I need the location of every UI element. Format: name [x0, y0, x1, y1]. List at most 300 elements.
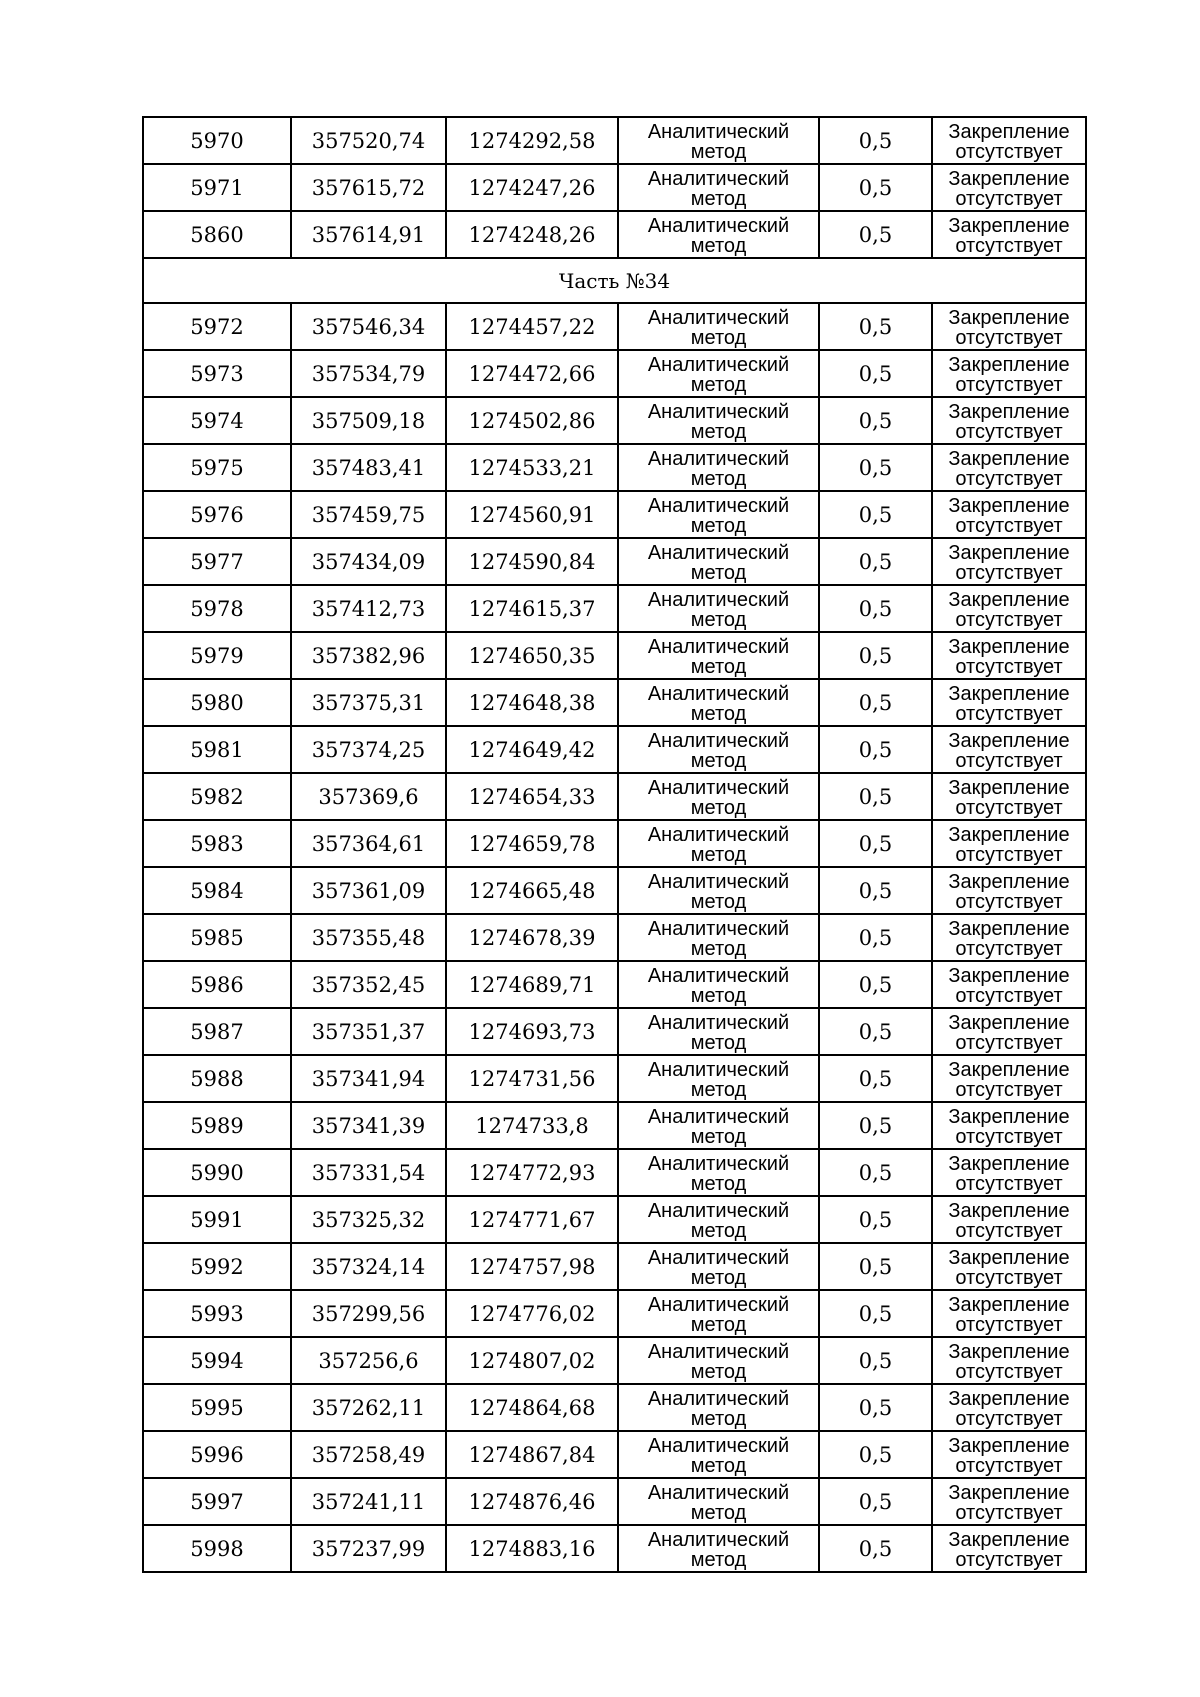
method-cell: [618, 538, 819, 585]
y-coordinate-cell: 1274615,37: [446, 585, 618, 632]
fixing-cell-line: отсутствует: [955, 984, 1063, 1007]
method-cell-line: метод: [690, 561, 747, 584]
fixing-cell-line: отсутствует: [955, 608, 1063, 631]
fixing-cell-line: отсутствует: [955, 1454, 1063, 1477]
y-coordinate-cell: 1274650,35: [446, 632, 618, 679]
method-cell-line: метод: [690, 749, 747, 772]
point-number-cell: 5981: [143, 726, 291, 773]
x-coordinate-cell: 357615,72: [291, 164, 446, 211]
table-row: [143, 1290, 1086, 1337]
fixing-cell-line: отсутствует: [955, 1313, 1063, 1336]
coordinates-table-body: [143, 117, 1086, 1572]
accuracy-cell: 0,5: [819, 726, 932, 773]
method-cell-line: Аналитический: [647, 1152, 790, 1175]
fixing-cell: [932, 961, 1086, 1008]
fixing-cell: [932, 820, 1086, 867]
method-cell-line: метод: [690, 420, 747, 443]
point-number-cell: 5995: [143, 1384, 291, 1431]
method-cell: [618, 961, 819, 1008]
y-coordinate-cell: 1274864,68: [446, 1384, 618, 1431]
method-cell: [618, 117, 819, 164]
accuracy-cell: 0,5: [819, 1243, 932, 1290]
method-cell: [618, 350, 819, 397]
x-coordinate-cell: 357412,73: [291, 585, 446, 632]
y-coordinate-cell: 1274649,42: [446, 726, 618, 773]
fixing-cell-line: Закрепление: [948, 1105, 1070, 1128]
table-row: [143, 679, 1086, 726]
point-number-cell: 5974: [143, 397, 291, 444]
fixing-cell-line: отсутствует: [955, 1125, 1063, 1148]
table-row: [143, 726, 1086, 773]
fixing-cell-line: Закрепление: [948, 306, 1070, 329]
x-coordinate-cell: 357331,54: [291, 1149, 446, 1196]
fixing-cell-line: отсутствует: [955, 1078, 1063, 1101]
x-coordinate-cell: 357325,32: [291, 1196, 446, 1243]
fixing-cell-line: Закрепление: [948, 1434, 1070, 1457]
method-cell-line: метод: [690, 140, 747, 163]
fixing-cell-line: отсутствует: [955, 1266, 1063, 1289]
y-coordinate-cell: 1274560,91: [446, 491, 618, 538]
table-row: [143, 773, 1086, 820]
fixing-cell-line: отсутствует: [955, 937, 1063, 960]
method-cell-line: метод: [690, 1172, 747, 1195]
x-coordinate-cell: 357361,09: [291, 867, 446, 914]
fixing-cell-line: отсутствует: [955, 514, 1063, 537]
fixing-cell-line: отсутствует: [955, 843, 1063, 866]
x-coordinate-cell: 357382,96: [291, 632, 446, 679]
fixing-cell: [932, 1055, 1086, 1102]
method-cell-line: метод: [690, 1454, 747, 1477]
table-row: [143, 303, 1086, 350]
method-cell-line: Аналитический: [647, 1058, 790, 1081]
method-cell-line: метод: [690, 1219, 747, 1242]
fixing-cell-line: Закрепление: [948, 1340, 1070, 1363]
x-coordinate-cell: 357237,99: [291, 1525, 446, 1572]
table-row: [143, 632, 1086, 679]
method-cell: [618, 1337, 819, 1384]
fixing-cell-line: отсутствует: [955, 1501, 1063, 1524]
accuracy-cell: 0,5: [819, 211, 932, 258]
x-coordinate-cell: 357509,18: [291, 397, 446, 444]
method-cell-line: метод: [690, 187, 747, 210]
accuracy-cell: 0,5: [819, 397, 932, 444]
fixing-cell-line: Закрепление: [948, 1293, 1070, 1316]
fixing-cell-line: Закрепление: [948, 729, 1070, 752]
fixing-cell-line: Закрепление: [948, 917, 1070, 940]
point-number-cell: 5986: [143, 961, 291, 1008]
method-cell-line: Аналитический: [647, 541, 790, 564]
x-coordinate-cell: 357241,11: [291, 1478, 446, 1525]
x-coordinate-cell: 357324,14: [291, 1243, 446, 1290]
method-cell-line: метод: [690, 1125, 747, 1148]
method-cell-line: Аналитический: [647, 870, 790, 893]
table-row: [143, 1384, 1086, 1431]
method-cell-line: метод: [690, 1407, 747, 1430]
point-number-cell: 5994: [143, 1337, 291, 1384]
y-coordinate-cell: 1274659,78: [446, 820, 618, 867]
fixing-cell: [932, 585, 1086, 632]
method-cell-line: метод: [690, 1313, 747, 1336]
method-cell-line: Аналитический: [647, 494, 790, 517]
table-row: [143, 914, 1086, 961]
fixing-cell: [932, 1431, 1086, 1478]
method-cell-line: Аналитический: [647, 400, 790, 423]
y-coordinate-cell: 1274533,21: [446, 444, 618, 491]
accuracy-cell: 0,5: [819, 1478, 932, 1525]
accuracy-cell: 0,5: [819, 773, 932, 820]
y-coordinate-cell: 1274876,46: [446, 1478, 618, 1525]
fixing-cell: [932, 444, 1086, 491]
method-cell-line: Аналитический: [647, 1340, 790, 1363]
fixing-cell-line: отсутствует: [955, 1407, 1063, 1430]
y-coordinate-cell: 1274693,73: [446, 1008, 618, 1055]
point-number-cell: 5983: [143, 820, 291, 867]
point-number-cell: 5987: [143, 1008, 291, 1055]
fixing-cell-line: отсутствует: [955, 655, 1063, 678]
method-cell-line: Аналитический: [647, 1199, 790, 1222]
point-number-cell: 5982: [143, 773, 291, 820]
method-cell-line: метод: [690, 373, 747, 396]
table-row: [143, 820, 1086, 867]
y-coordinate-cell: 1274648,38: [446, 679, 618, 726]
point-number-cell: 5973: [143, 350, 291, 397]
table-row: [143, 867, 1086, 914]
method-cell-line: Аналитический: [647, 588, 790, 611]
method-cell-line: Аналитический: [647, 635, 790, 658]
method-cell: [618, 1149, 819, 1196]
method-cell: [618, 211, 819, 258]
method-cell: [618, 914, 819, 961]
fixing-cell: [932, 1525, 1086, 1572]
table-row: [143, 491, 1086, 538]
method-cell-line: метод: [690, 984, 747, 1007]
method-cell: [618, 1525, 819, 1572]
accuracy-cell: 0,5: [819, 538, 932, 585]
method-cell-line: Аналитический: [647, 1105, 790, 1128]
table-row: [143, 1055, 1086, 1102]
fixing-cell-line: отсутствует: [955, 749, 1063, 772]
table-row: [143, 164, 1086, 211]
point-number-cell: 5978: [143, 585, 291, 632]
method-cell-line: Аналитический: [647, 682, 790, 705]
fixing-cell: [932, 1149, 1086, 1196]
point-number-cell: 5979: [143, 632, 291, 679]
table-row: [143, 1431, 1086, 1478]
fixing-cell-line: отсутствует: [955, 420, 1063, 443]
fixing-cell-line: Закрепление: [948, 541, 1070, 564]
y-coordinate-cell: 1274502,86: [446, 397, 618, 444]
x-coordinate-cell: 357355,48: [291, 914, 446, 961]
fixing-cell: [932, 773, 1086, 820]
fixing-cell-line: отсутствует: [955, 467, 1063, 490]
table-row: [143, 211, 1086, 258]
fixing-cell-line: отсутствует: [955, 890, 1063, 913]
fixing-cell: [932, 867, 1086, 914]
fixing-cell: [932, 117, 1086, 164]
accuracy-cell: 0,5: [819, 679, 932, 726]
fixing-cell-line: Закрепление: [948, 494, 1070, 517]
y-coordinate-cell: 1274771,67: [446, 1196, 618, 1243]
method-cell: [618, 820, 819, 867]
fixing-cell: [932, 303, 1086, 350]
fixing-cell-line: Закрепление: [948, 1011, 1070, 1034]
table-row: [143, 397, 1086, 444]
accuracy-cell: 0,5: [819, 1337, 932, 1384]
fixing-cell-line: отсутствует: [955, 1031, 1063, 1054]
fixing-cell: [932, 491, 1086, 538]
x-coordinate-cell: 357352,45: [291, 961, 446, 1008]
method-cell-line: Аналитический: [647, 1387, 790, 1410]
y-coordinate-cell: 1274807,02: [446, 1337, 618, 1384]
x-coordinate-cell: 357546,34: [291, 303, 446, 350]
method-cell-line: метод: [690, 843, 747, 866]
accuracy-cell: 0,5: [819, 350, 932, 397]
method-cell-line: Аналитический: [647, 1011, 790, 1034]
method-cell: [618, 1102, 819, 1149]
method-cell-line: метод: [690, 1360, 747, 1383]
method-cell: [618, 491, 819, 538]
x-coordinate-cell: 357341,39: [291, 1102, 446, 1149]
accuracy-cell: 0,5: [819, 1384, 932, 1431]
fixing-cell-line: отсутствует: [955, 561, 1063, 584]
fixing-cell-line: отсутствует: [955, 1548, 1063, 1571]
fixing-cell: [932, 350, 1086, 397]
fixing-cell: [932, 1102, 1086, 1149]
x-coordinate-cell: 357262,11: [291, 1384, 446, 1431]
point-number-cell: 5988: [143, 1055, 291, 1102]
point-number-cell: 5980: [143, 679, 291, 726]
table-row: [143, 1149, 1086, 1196]
fixing-cell-line: Закрепление: [948, 1199, 1070, 1222]
fixing-cell: [932, 1243, 1086, 1290]
method-cell: [618, 632, 819, 679]
fixing-cell-line: отсутствует: [955, 187, 1063, 210]
fixing-cell-line: Закрепление: [948, 964, 1070, 987]
x-coordinate-cell: 357256,6: [291, 1337, 446, 1384]
fixing-cell-line: Закрепление: [948, 682, 1070, 705]
fixing-cell-line: Закрепление: [948, 400, 1070, 423]
y-coordinate-cell: 1274292,58: [446, 117, 618, 164]
y-coordinate-cell: 1274248,26: [446, 211, 618, 258]
accuracy-cell: 0,5: [819, 961, 932, 1008]
coordinates-table: [142, 116, 1087, 1573]
x-coordinate-cell: 357364,61: [291, 820, 446, 867]
accuracy-cell: 0,5: [819, 914, 932, 961]
method-cell-line: Аналитический: [647, 917, 790, 940]
y-coordinate-cell: 1274457,22: [446, 303, 618, 350]
method-cell: [618, 397, 819, 444]
method-cell-line: метод: [690, 1078, 747, 1101]
method-cell-line: Аналитический: [647, 120, 790, 143]
fixing-cell-line: Закрепление: [948, 1481, 1070, 1504]
method-cell-line: метод: [690, 1501, 747, 1524]
y-coordinate-cell: 1274883,16: [446, 1525, 618, 1572]
table-row: [143, 961, 1086, 1008]
accuracy-cell: 0,5: [819, 303, 932, 350]
fixing-cell: [932, 679, 1086, 726]
accuracy-cell: 0,5: [819, 1102, 932, 1149]
y-coordinate-cell: 1274776,02: [446, 1290, 618, 1337]
fixing-cell: [932, 1290, 1086, 1337]
fixing-cell: [932, 1337, 1086, 1384]
method-cell-line: Аналитический: [647, 167, 790, 190]
point-number-cell: 5971: [143, 164, 291, 211]
fixing-cell-line: отсутствует: [955, 1219, 1063, 1242]
method-cell: [618, 1431, 819, 1478]
fixing-cell-line: отсутствует: [955, 234, 1063, 257]
point-number-cell: 5993: [143, 1290, 291, 1337]
fixing-cell-line: Закрепление: [948, 167, 1070, 190]
x-coordinate-cell: 357520,74: [291, 117, 446, 164]
method-cell-line: Аналитический: [647, 823, 790, 846]
point-number-cell: 5975: [143, 444, 291, 491]
method-cell-line: Аналитический: [647, 1293, 790, 1316]
method-cell: [618, 679, 819, 726]
y-coordinate-cell: 1274665,48: [446, 867, 618, 914]
point-number-cell: 5997: [143, 1478, 291, 1525]
fixing-cell-line: Закрепление: [948, 120, 1070, 143]
fixing-cell: [932, 1008, 1086, 1055]
method-cell-line: Аналитический: [647, 306, 790, 329]
method-cell: [618, 303, 819, 350]
table-row: [143, 117, 1086, 164]
point-number-cell: 5991: [143, 1196, 291, 1243]
method-cell-line: метод: [690, 326, 747, 349]
accuracy-cell: 0,5: [819, 444, 932, 491]
accuracy-cell: 0,5: [819, 1008, 932, 1055]
method-cell-line: Аналитический: [647, 776, 790, 799]
method-cell-line: метод: [690, 655, 747, 678]
x-coordinate-cell: 357434,09: [291, 538, 446, 585]
table-row: [143, 585, 1086, 632]
y-coordinate-cell: 1274731,56: [446, 1055, 618, 1102]
method-cell-line: Аналитический: [647, 214, 790, 237]
method-cell-line: метод: [690, 1266, 747, 1289]
method-cell-line: Аналитический: [647, 964, 790, 987]
point-number-cell: 5998: [143, 1525, 291, 1572]
fixing-cell-line: Закрепление: [948, 588, 1070, 611]
fixing-cell-line: отсутствует: [955, 1360, 1063, 1383]
y-coordinate-cell: 1274733,8: [446, 1102, 618, 1149]
fixing-cell-line: отсутствует: [955, 1172, 1063, 1195]
y-coordinate-cell: 1274247,26: [446, 164, 618, 211]
method-cell-line: метод: [690, 467, 747, 490]
fixing-cell: [932, 397, 1086, 444]
method-cell-line: Аналитический: [647, 1481, 790, 1504]
point-number-cell: 5996: [143, 1431, 291, 1478]
fixing-cell-line: отсутствует: [955, 326, 1063, 349]
table-row: [143, 538, 1086, 585]
point-number-cell: 5992: [143, 1243, 291, 1290]
accuracy-cell: 0,5: [819, 1055, 932, 1102]
method-cell: [618, 726, 819, 773]
fixing-cell: [932, 211, 1086, 258]
accuracy-cell: 0,5: [819, 585, 932, 632]
method-cell: [618, 444, 819, 491]
fixing-cell-line: Закрепление: [948, 635, 1070, 658]
y-coordinate-cell: 1274472,66: [446, 350, 618, 397]
table-row: [143, 444, 1086, 491]
method-cell-line: метод: [690, 702, 747, 725]
fixing-cell-line: отсутствует: [955, 796, 1063, 819]
method-cell-line: метод: [690, 796, 747, 819]
fixing-cell-line: Закрепление: [948, 214, 1070, 237]
method-cell-line: метод: [690, 608, 747, 631]
fixing-cell: [932, 538, 1086, 585]
fixing-cell-line: Закрепление: [948, 776, 1070, 799]
section-title: Часть №34: [143, 258, 1086, 303]
accuracy-cell: 0,5: [819, 1290, 932, 1337]
table-row: [143, 1478, 1086, 1525]
fixing-cell-line: отсутствует: [955, 702, 1063, 725]
fixing-cell: [932, 632, 1086, 679]
fixing-cell: [932, 1196, 1086, 1243]
method-cell: [618, 1055, 819, 1102]
method-cell-line: метод: [690, 937, 747, 960]
point-number-cell: 5984: [143, 867, 291, 914]
fixing-cell-line: Закрепление: [948, 1387, 1070, 1410]
table-row: [143, 1196, 1086, 1243]
x-coordinate-cell: 357483,41: [291, 444, 446, 491]
x-coordinate-cell: 357299,56: [291, 1290, 446, 1337]
x-coordinate-cell: 357351,37: [291, 1008, 446, 1055]
accuracy-cell: 0,5: [819, 632, 932, 679]
method-cell: [618, 867, 819, 914]
y-coordinate-cell: 1274590,84: [446, 538, 618, 585]
method-cell-line: Аналитический: [647, 1434, 790, 1457]
method-cell: [618, 773, 819, 820]
method-cell: [618, 1478, 819, 1525]
accuracy-cell: 0,5: [819, 1525, 932, 1572]
fixing-cell-line: Закрепление: [948, 353, 1070, 376]
x-coordinate-cell: 357369,6: [291, 773, 446, 820]
method-cell-line: Аналитический: [647, 1528, 790, 1551]
method-cell-line: метод: [690, 1548, 747, 1571]
fixing-cell-line: отсутствует: [955, 373, 1063, 396]
table-row: [143, 1525, 1086, 1572]
x-coordinate-cell: 357258,49: [291, 1431, 446, 1478]
point-number-cell: 5976: [143, 491, 291, 538]
method-cell: [618, 1290, 819, 1337]
x-coordinate-cell: 357459,75: [291, 491, 446, 538]
point-number-cell: 5985: [143, 914, 291, 961]
fixing-cell-line: Закрепление: [948, 1246, 1070, 1269]
accuracy-cell: 0,5: [819, 867, 932, 914]
x-coordinate-cell: 357534,79: [291, 350, 446, 397]
accuracy-cell: 0,5: [819, 117, 932, 164]
fixing-cell: [932, 164, 1086, 211]
point-number-cell: 5977: [143, 538, 291, 585]
method-cell-line: метод: [690, 514, 747, 537]
method-cell-line: метод: [690, 1031, 747, 1054]
fixing-cell-line: Закрепление: [948, 1152, 1070, 1175]
method-cell: [618, 1243, 819, 1290]
table-row: [143, 1102, 1086, 1149]
method-cell: [618, 1384, 819, 1431]
x-coordinate-cell: 357341,94: [291, 1055, 446, 1102]
accuracy-cell: 0,5: [819, 1431, 932, 1478]
table-row: [143, 350, 1086, 397]
fixing-cell-line: отсутствует: [955, 140, 1063, 163]
y-coordinate-cell: 1274772,93: [446, 1149, 618, 1196]
accuracy-cell: 0,5: [819, 491, 932, 538]
accuracy-cell: 0,5: [819, 1196, 932, 1243]
method-cell-line: Аналитический: [647, 1246, 790, 1269]
accuracy-cell: 0,5: [819, 820, 932, 867]
fixing-cell-line: Закрепление: [948, 1528, 1070, 1551]
table-row: [143, 1008, 1086, 1055]
method-cell-line: Аналитический: [647, 729, 790, 752]
